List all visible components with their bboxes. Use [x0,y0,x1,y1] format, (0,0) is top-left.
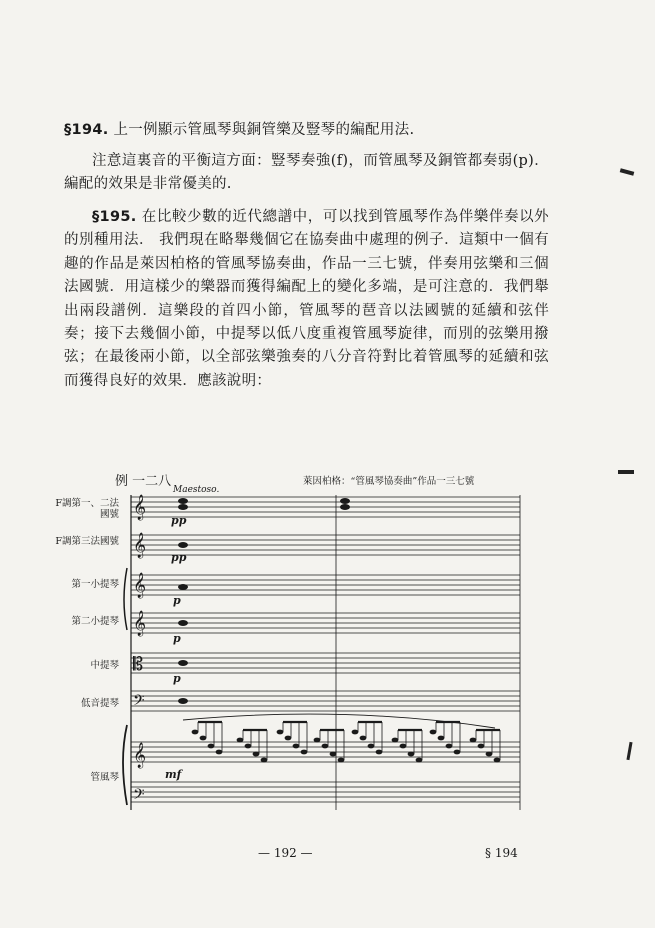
organ-note [261,758,268,763]
organ-note [392,738,399,743]
organ-note [285,736,292,741]
staff-label-organ: 管風琴 [90,772,119,783]
organ-note [430,730,437,735]
svg-text:𝄢: 𝄢 [133,692,145,713]
para-195-text: 在比較少數的近代總譜中，可以找到管風琴作為伴樂伴奏以外的別種用法． 我們現在略舉幾個它在協奏曲中處理的例子．這類中一個有趣的作品是萊因柏格的管風琴協奏曲，作品一三七號，伴奏用弦樂和三個法國號．用這樣少的樂器而獲得編配上的變化多端，是可注意的．我們舉出兩段譜例．這樂段的首四小節，管風琴的琶音以法國號的延續和弦伴奏；接下去幾個小節，中提琴以低八度重複管風琴旋律，而別的弦樂用撥弦；在最後兩小節，以全部弦樂強奏的八分音符對比着管風琴的延續和弦而獲得良好的效果．應該說明： [64,209,549,389]
dynamic-pp-2: pp [171,551,187,564]
section-number: §194. [64,122,109,138]
organ-note [478,744,485,749]
page-number: — 192 — [258,846,313,860]
organ-note [446,744,453,749]
tempo-marking: Maestoso. [173,485,220,495]
organ-note [494,758,501,763]
organ-note [486,752,493,757]
organ-note [293,744,300,749]
organ-note [400,744,407,749]
svg-text:𝄞: 𝄞 [133,611,147,636]
svg-text:𝄞: 𝄞 [133,573,147,598]
organ-note [253,752,260,757]
organ-note [245,744,252,749]
organ-note [438,736,445,741]
organ-note [408,752,415,757]
organ-note [368,744,375,749]
dynamic-pp-1: pp [171,514,187,527]
staff-label-viola: 中提琴 [90,660,119,671]
staff-label-violin2: 第二小提琴 [71,616,119,627]
organ-note [237,738,244,743]
score-notation [55,470,525,820]
organ-note [416,758,423,763]
para-194-body: 注意這裏音的平衡這方面：豎琴奏強(f)，而管風琴及銅管都奏弱(p)．編配的效果是非常優美的. [64,153,549,193]
section-number: §195. [92,209,137,225]
organ-note [352,730,359,735]
scan-mark [626,742,632,760]
organ-note [454,750,461,755]
organ-note [376,750,383,755]
para-195 [64,206,549,393]
organ-note [470,738,477,743]
score-source: 萊因柏格：“管風琴協奏曲”作品一三七號 [303,476,475,487]
staff-label-bass: 低音提琴 [80,698,119,709]
staff-label-horn12: F調第一、二法國號 [55,498,119,520]
footer-section: § 194 [485,846,518,860]
svg-text:𝄡: 𝄡 [133,654,144,675]
organ-note [216,750,223,755]
example-label: 例 一二八 [115,474,172,489]
organ-note [330,752,337,757]
organ-note [277,730,284,735]
music-score [55,470,525,820]
svg-text:𝄞: 𝄞 [133,495,147,520]
organ-note [200,736,207,741]
dynamic-mf: mf [165,768,182,781]
staff-label-violin1: 第一小提琴 [71,579,119,590]
organ-note [314,738,321,743]
svg-text:𝄞: 𝄞 [133,533,147,558]
svg-text:𝄢: 𝄢 [133,786,145,807]
dynamic-p-1: p [173,594,181,607]
dynamic-p-3: p [173,672,181,685]
organ-note [360,736,367,741]
svg-text:𝄞: 𝄞 [133,743,147,768]
organ-note [208,744,215,749]
organ-note [192,730,199,735]
para-194-head [64,119,549,142]
para-194-line1: 上一例顯示管風琴與銅管樂及豎琴的編配用法. [113,122,415,138]
dynamic-p-2: p [173,632,181,645]
scan-mark [618,470,634,474]
organ-note [301,750,308,755]
organ-note [338,758,345,763]
staff-label-horn3: F調第三法國號 [55,536,119,547]
scan-mark [620,168,635,175]
organ-note [322,744,329,749]
